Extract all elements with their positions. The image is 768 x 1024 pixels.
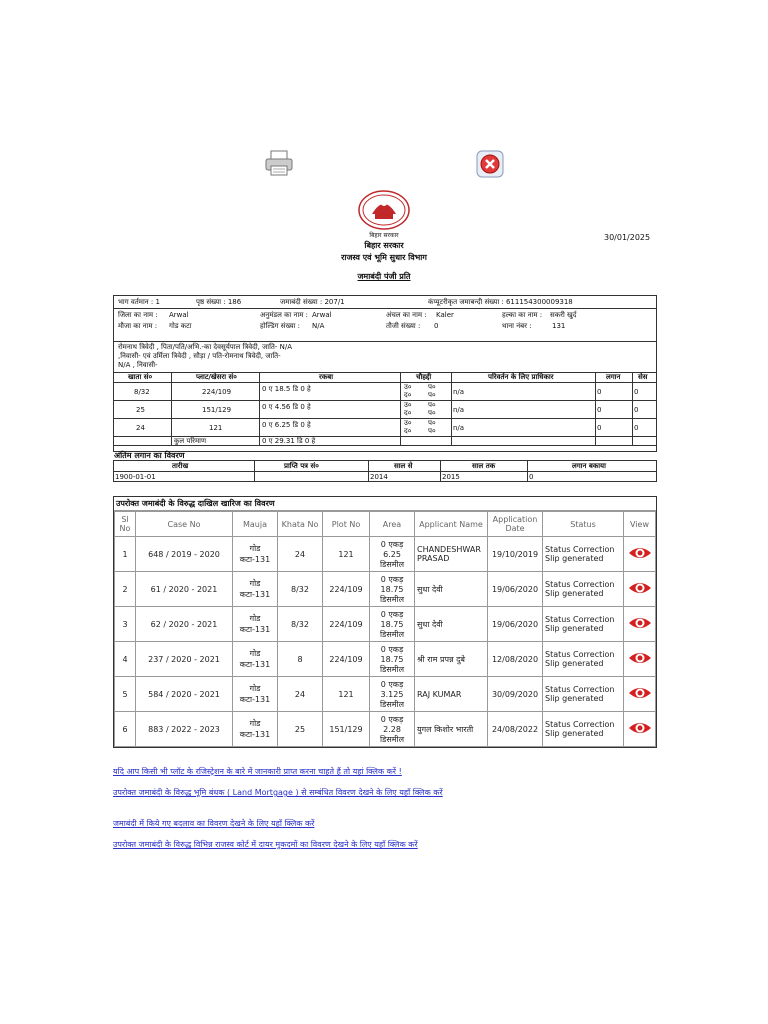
holding-label: होल्डिंग संख्या :: [260, 322, 301, 330]
application-date: 19/06/2020: [488, 607, 543, 642]
khata-no: 8: [278, 642, 323, 677]
land-row-parivartan: n/a: [453, 388, 465, 396]
case-no: 237 / 2020 - 2021: [136, 642, 233, 677]
table-row: [115, 712, 656, 747]
col-plot: Plot No: [323, 512, 370, 537]
plot-no: 121: [323, 677, 370, 712]
area: 0 एकड़ 2.28 डिसमील: [370, 712, 415, 747]
dakhil-kharij-section: [113, 496, 657, 748]
halka-value: सकरी खुर्द: [550, 311, 577, 319]
eye-icon[interactable]: [628, 720, 652, 736]
land-row-ses: 0: [634, 388, 639, 396]
view-cell: [624, 712, 656, 747]
case-no: 584 / 2020 - 2021: [136, 677, 233, 712]
view-cell: [624, 572, 656, 607]
col-applicant: Applicant Name: [415, 512, 488, 537]
anchal-label: अंचल का नाम :: [386, 311, 427, 319]
chauhaddi-south: द०: [404, 427, 412, 435]
emblem-caption: बिहार सरकार: [369, 232, 399, 239]
chauhaddi-south: द०: [404, 391, 412, 399]
application-date: 19/10/2019: [488, 537, 543, 572]
bihar-emblem: [358, 190, 410, 230]
table-row: [115, 572, 656, 607]
print-date: 30/01/2025: [604, 233, 651, 242]
computer-jamabandi-number: कंप्यूटरीकृत जमाबन्दी संख्या : 611154300009318: [428, 298, 573, 306]
land-header-khata: खाता सं०: [128, 373, 153, 381]
application-date: 19/06/2020: [488, 572, 543, 607]
area: 0 एकड़ 18.75 डिसमील: [370, 642, 415, 677]
chauhaddi-south: द०: [404, 409, 412, 417]
col-sl: Sl No: [115, 512, 136, 537]
land-row-khata: 8/32: [134, 388, 150, 396]
mauja: गोड कटा-131: [233, 572, 278, 607]
applicant-name: RAJ KUMAR: [415, 677, 488, 712]
sl-no: 2: [115, 572, 136, 607]
land-header-parivartan: परिवर्तन के लिए प्राधिकार: [488, 373, 554, 381]
document-title: जमाबंदी पंजी प्रति: [357, 272, 411, 281]
table-row: [115, 642, 656, 677]
lagan-header-date: तारीख: [172, 462, 189, 470]
mauja: गोड कटा-131: [233, 537, 278, 572]
table-row: [115, 537, 656, 572]
land-row-rakba: 0 ए 6.25 डि 0 हे: [262, 421, 311, 429]
view-cell: [624, 642, 656, 677]
thana-value: 131: [552, 322, 566, 330]
chauhaddi-west: प०: [428, 383, 436, 391]
application-date: 12/08/2020: [488, 642, 543, 677]
case-no: 648 / 2019 - 2020: [136, 537, 233, 572]
applicant-name: CHANDESHWAR PRASAD: [415, 537, 488, 572]
plot-no: 151/129: [323, 712, 370, 747]
lagan-table: [113, 460, 657, 482]
dakhil-table: [114, 511, 656, 747]
chauhaddi-east: प०: [428, 427, 436, 435]
sl-no: 5: [115, 677, 136, 712]
dept-name: राजस्व एवं भूमि सुधार विभाग: [341, 253, 427, 262]
case-no: 883 / 2022 - 2023: [136, 712, 233, 747]
sl-no: 6: [115, 712, 136, 747]
gov-name: बिहार सरकार: [364, 241, 404, 250]
thoji-label: तौजी संख्या :: [386, 322, 421, 330]
zila-value: Arwal: [169, 311, 189, 319]
chauhaddi-east: प०: [428, 391, 436, 399]
lagan-header-from: साल से: [394, 462, 413, 470]
application-date: 30/09/2020: [488, 677, 543, 712]
khata-no: 8/32: [278, 607, 323, 642]
khata-no: 24: [278, 677, 323, 712]
mauja-value: गोड कटा: [169, 322, 192, 330]
col-khata: Khata No: [278, 512, 323, 537]
eye-icon[interactable]: [628, 615, 652, 631]
jamabandi-changes-link[interactable]: जमाबंदी में किये गए बदलाव का विवरण देखने के लिए यहाँ क्लिक करें: [113, 819, 315, 828]
area: 0 एकड़ 18.75 डिसमील: [370, 572, 415, 607]
land-row-lagan: 0: [597, 388, 602, 396]
case-no: 61 / 2020 - 2021: [136, 572, 233, 607]
sl-no: 4: [115, 642, 136, 677]
area: 0 एकड़ 6.25 डिसमील: [370, 537, 415, 572]
land-header-chauhaddi: चौहद्दी: [416, 373, 432, 381]
owner-line-1: रोमनाथ त्रिवेदी , पिता/पति/अभि.-का देवसूर्यपाल त्रिवेदी, जाति- N/A: [118, 343, 293, 351]
land-total-value: 0 ए 29.31 डि 0 हे: [262, 437, 316, 445]
lagan-header-to: साल तक: [472, 462, 496, 470]
land-row-parivartan: n/a: [453, 406, 465, 414]
view-cell: [624, 607, 656, 642]
thana-label: थाना नंबर :: [502, 322, 532, 330]
plot-no: 224/109: [323, 572, 370, 607]
land-row-khata: 25: [136, 406, 145, 414]
land-row-plot: 151/129: [202, 406, 232, 414]
sl-no: 3: [115, 607, 136, 642]
land-header-ses: सेस: [638, 373, 648, 381]
col-status: Status: [543, 512, 624, 537]
khata-no: 8/32: [278, 572, 323, 607]
bhag-number: भाग वर्तमान : 1: [118, 298, 160, 306]
registration-info-link[interactable]: यदि आप किसी भी प्लॉट के रजिस्ट्रेशन के बारे में जानकारी प्राप्त करना चाहते हैं तो यहां क्लिक करें !: [113, 767, 402, 776]
land-header-lagan: लगान: [606, 373, 621, 381]
anchal-value: Kaler: [436, 311, 454, 319]
col-mauja: Mauja: [233, 512, 278, 537]
anumandal-value: Arwal: [312, 311, 332, 319]
chauhaddi-west: प०: [428, 401, 436, 409]
area: 0 एकड़ 18.75 डिसमील: [370, 607, 415, 642]
case-no: 62 / 2020 - 2021: [136, 607, 233, 642]
anumandal-label: अनुमंडल का नाम :: [260, 311, 309, 319]
dakhil-title: उपरोक्त जमाबंदी के विरुद्ध दाखिल खारिज का विवरण: [114, 497, 656, 511]
land-row-rakba: 0 ए 18.5 डि 0 हे: [262, 385, 311, 393]
applicant-name: युगल किशोर भारती: [415, 712, 488, 747]
col-date: Application Date: [488, 512, 543, 537]
eye-icon[interactable]: [628, 685, 652, 701]
jamabandi-register: [113, 295, 657, 452]
mauja: गोड कटा-131: [233, 677, 278, 712]
col-view: View: [624, 512, 656, 537]
eye-icon[interactable]: [628, 650, 652, 666]
khata-no: 24: [278, 537, 323, 572]
chauhaddi-north: उ०: [404, 401, 412, 409]
lagan-date: 1900-01-01: [115, 473, 156, 481]
mauja: गोड कटा-131: [233, 642, 278, 677]
chauhaddi-east: प०: [428, 409, 436, 417]
application-date: 24/08/2022: [488, 712, 543, 747]
land-row-parivartan: n/a: [453, 424, 465, 432]
revenue-court-cases-link[interactable]: उपरोक्त जमाबंदी के विरुद्ध विभिन्न राजस्व कोर्ट में दायर मुकदमों का विवरण देखने के लिए यहाँ क्लिक करें: [113, 840, 418, 849]
lagan-title: अंतिम लगान का विवरण: [114, 451, 185, 460]
chauhaddi-north: उ०: [404, 419, 412, 427]
halka-label: हल्का का नाम :: [502, 311, 543, 319]
eye-icon[interactable]: [628, 580, 652, 596]
lagan-from: 2014: [370, 473, 388, 481]
status: Status Correction Slip generated: [543, 572, 624, 607]
view-cell: [624, 677, 656, 712]
table-row: [115, 677, 656, 712]
status: Status Correction Slip generated: [543, 712, 624, 747]
lagan-header-baki: लगान बकाया: [572, 462, 606, 470]
plot-no: 121: [323, 537, 370, 572]
land-row-lagan: 0: [597, 424, 602, 432]
land-row-ses: 0: [634, 424, 639, 432]
prishth-number: पृष्ठ संख्या : 186: [196, 298, 242, 306]
plot-no: 224/109: [323, 607, 370, 642]
land-mortgage-link[interactable]: उपरोक्त जमाबंदी के विरुद्ध भूमि बंधक ( Land Mortgage ) से सम्बंधित विवरण देखने के लिए यहाँ क्लिक करें: [113, 788, 443, 797]
applicant-name: श्री राम प्रपन्न दुबे: [415, 642, 488, 677]
col-area: Area: [370, 512, 415, 537]
mauja: गोड कटा-131: [233, 607, 278, 642]
sl-no: 1: [115, 537, 136, 572]
view-cell: [624, 537, 656, 572]
jamabandi-number: जमाबंदी संख्या : 207/1: [280, 298, 345, 306]
holding-value: N/A: [312, 322, 325, 330]
lagan-baki: 0: [529, 473, 534, 481]
land-row-khata: 24: [136, 424, 145, 432]
chauhaddi-west: प०: [428, 419, 436, 427]
zila-label: जिला का नाम :: [118, 311, 158, 319]
land-header-plot: प्लाट/खेसरा सं०: [196, 373, 237, 381]
owner-line-2: ,निवासी- एवं उर्मिला त्रिवेदी , सौड़ा / पति-रोमनाथ त्रिवेदी, जाति-: [118, 352, 281, 360]
land-total-label: कुल परिमाण: [174, 437, 207, 445]
applicant-name: सुधा देवी: [415, 607, 488, 642]
thoji-value: 0: [434, 322, 439, 330]
area: 0 एकड़ 3.125 डिसमील: [370, 677, 415, 712]
land-row-plot: 121: [209, 424, 223, 432]
chauhaddi-north: उ०: [404, 383, 412, 391]
eye-icon[interactable]: [628, 545, 652, 561]
status: Status Correction Slip generated: [543, 642, 624, 677]
lagan-header-receipt: प्राप्ति पत्र सं०: [284, 462, 319, 470]
printer-icon[interactable]: [264, 149, 294, 177]
land-row-rakba: 0 ए 4.56 डि 0 हे: [262, 403, 311, 411]
plot-no: 224/109: [323, 642, 370, 677]
land-row-lagan: 0: [597, 406, 602, 414]
mauja-label: मौजा का नाम :: [118, 322, 158, 330]
land-row-plot: 224/109: [202, 388, 232, 396]
status: Status Correction Slip generated: [543, 607, 624, 642]
lagan-to: 2015: [442, 473, 460, 481]
applicant-name: सुधा देवी: [415, 572, 488, 607]
table-row: [115, 607, 656, 642]
land-row-ses: 0: [634, 406, 639, 414]
khata-no: 25: [278, 712, 323, 747]
col-case: Case No: [136, 512, 233, 537]
status: Status Correction Slip generated: [543, 537, 624, 572]
status: Status Correction Slip generated: [543, 677, 624, 712]
close-icon[interactable]: [476, 150, 506, 178]
owner-line-3: N/A , निवासी-: [118, 361, 158, 369]
land-header-rakba: रकबा: [319, 373, 334, 381]
mauja: गोड कटा-131: [233, 712, 278, 747]
